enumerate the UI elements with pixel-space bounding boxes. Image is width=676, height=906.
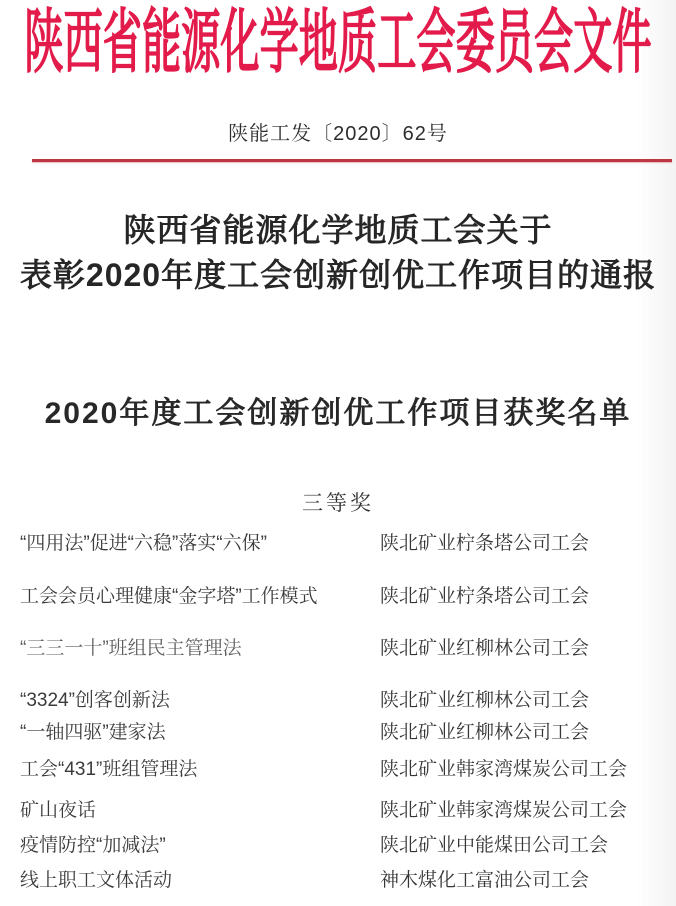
award-union-name: 神木煤化工富油公司工会 <box>380 870 590 891</box>
award-union-name: 陕北矿业柠条塔公司工会 <box>380 533 590 554</box>
document-title-line2: 表彰2020年度工会创新创优工作项目的通报 <box>19 257 657 293</box>
award-union-name: 陕北矿业柠条塔公司工会 <box>380 586 590 607</box>
award-row <box>0 830 676 854</box>
award-project-name: “3324”创客创新法 <box>20 690 170 711</box>
award-union-name: 陕北矿业红柳林公司工会 <box>380 690 590 711</box>
award-row <box>0 528 676 552</box>
award-row <box>0 795 676 819</box>
award-project-name: 疫情防控“加减法” <box>20 835 166 856</box>
award-row <box>0 581 676 605</box>
award-row <box>0 865 676 889</box>
document-title-line1: 陕西省能源化学地质工会关于 <box>123 212 553 248</box>
award-union-name: 陕北矿业韩家湾煤炭公司工会 <box>380 800 628 821</box>
letterhead-title: 陕西省能源化学地质工会委员会文件 <box>24 5 652 82</box>
award-row <box>0 685 676 709</box>
award-row <box>0 633 676 657</box>
document-letterhead <box>0 6 676 82</box>
award-row <box>0 754 676 778</box>
award-project-name: 线上职工文体活动 <box>20 870 173 891</box>
document-number: 陕能工发〔2020〕62号 <box>228 123 448 145</box>
award-union-name: 陕北矿业红柳林公司工会 <box>380 638 590 659</box>
award-project-name: “三三一十”班组民主管理法 <box>20 638 242 659</box>
award-union-name: 陕北矿业中能煤田公司工会 <box>380 835 609 856</box>
document-title <box>0 208 676 298</box>
award-project-name: 矿山夜话 <box>20 800 97 821</box>
award-list-title: 2020年度工会创新创优工作项目获奖名单 <box>44 397 632 430</box>
award-project-name: “一轴四驱”建家法 <box>20 722 166 743</box>
award-union-name: 陕北矿业韩家湾煤炭公司工会 <box>380 759 628 780</box>
award-tier-heading: 三等奖 <box>302 492 374 515</box>
red-divider-line <box>32 159 672 162</box>
award-row <box>0 717 676 741</box>
award-project-name: 工会“431”班组管理法 <box>20 759 198 780</box>
award-project-name: “四用法”促进“六稳”落实“六保” <box>20 533 267 554</box>
award-union-name: 陕北矿业红柳林公司工会 <box>380 722 590 743</box>
award-project-name: 工会会员心理健康“金字塔”工作模式 <box>20 586 318 607</box>
